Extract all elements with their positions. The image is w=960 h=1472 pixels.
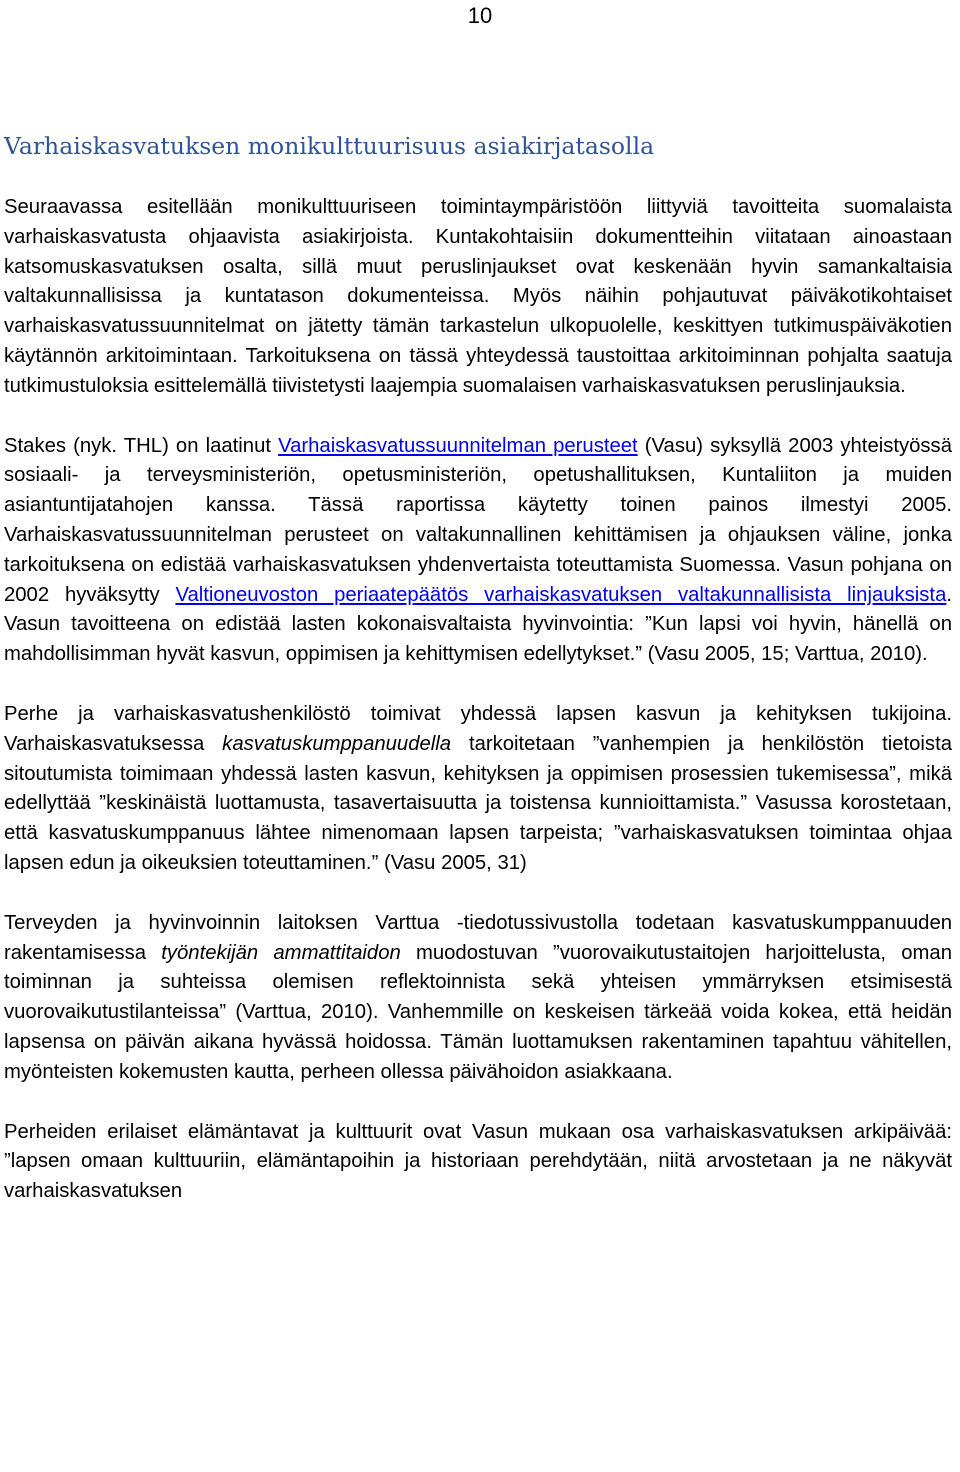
link-varhaiskasvatussuunnitelman-perusteet[interactable]: Varhaiskasvatussuunnitelman perusteet <box>278 434 638 457</box>
text-segment: Terveyden ja hyvinvoinnin laitoksen Varttua -tiedotussivustolla todetaan kasvatuskumppanuuden rakentamisessa <box>4 911 952 964</box>
text-segment: (Vasu) syksyllä 2003 yhteistyössä sosiaali- ja terveysministeriön, opetusministeriön, opetushallituksen, Kuntaliiton ja muiden asiantuntijatahojen kanssa. Tässä raportissa käytetty toinen painos ilmestyi 2005. Varhaiskasvatussuunnitelman perusteet on valtakunnallinen kehittämisen ja ohjauksen väline, jonka tarkoituksena on edistää varhaiskasvatuksen yhdenvertaista toteuttamista Suomessa. Vasun pohjana on 2002 hyväksytty <box>4 434 952 606</box>
text-segment: . Vasun tavoitteena on edistää lasten kokonaisvaltaista hyvinvointia: ”Kun lapsi voi hyvin, hänellä on mahdollisimman hyvät kasvun, oppimisen ja kehittymisen edellytykset.” (Vasu 2005, 15; Varttua, 2010). <box>4 583 952 666</box>
page-number: 10 <box>467 3 493 28</box>
text-segment: Perhe ja varhaiskasvatushenkilöstö toimivat yhdessä lapsen kasvun ja kehityksen tukijoina. Varhaiskasvatuksessa <box>4 702 952 755</box>
paragraph-perheiden: Perheiden erilaiset elämäntavat ja kulttuurit ovat Vasun mukaan osa varhaiskasvatuksen arkipäivää: ”lapsen omaan kulttuuriin, elämäntapoihin ja historiaan perehdytään, niitä arvostetaan ja ne näkyvät varhaiskasvatuksen <box>4 1120 952 1203</box>
section-heading: Varhaiskasvatuksen monikulttuurisuus asiakirjatasolla <box>4 132 655 160</box>
text-segment: tarkoitetaan ”vanhempien ja henkilöstön tietoista sitoutumista toimimaan yhdessä lasten kasvun, kehityksen ja oppimisen prosessien tukemisessa”, mikä edellyttää ”keskinäistä luottamusta, tasavertaisuutta ja toistensa kunnioittamista.” Vasussa korostetaan, että kasvatuskumppanuus lähtee nimenomaan lapsen tarpeista; ”varhaiskasvatuksen toimintaa ohjaa lapsen edun ja oikeuksien toteuttaminen.” (Vasu 2005, 31) <box>4 732 952 874</box>
emphasis-tyontekijan-ammattitaidon: työntekijän ammattitaidon <box>161 941 401 964</box>
text-segment: Stakes (nyk. THL) on laatinut <box>4 434 279 457</box>
paragraph-kasvatuskumppanuus <box>4 700 952 879</box>
text-segment: muodostuvan ”vuorovaikutustaitojen harjoittelusta, oman toiminnan ja suhteissa olemisen reflektoinnista sekä yhteisen ymmärryksen etsimisestä vuorovaikutustilanteissa” (Varttua, 2010). Vanhemmille on keskeisen tärkeää voida kokea, että heidän lapsensa on päivän aikana hyvässä hoidossa. Tämän luottamuksen rakentaminen tapahtuu vähitellen, myönteisten kokemusten kautta, perheen ollessa päivähoidon asiakkaana. <box>4 941 952 1083</box>
paragraph-intro: Seuraavassa esitellään monikulttuuriseen toimintaympäristöön liittyviä tavoitteita suomalaista varhaiskasvatusta ohjaavista asiakirjoista. Kuntakohtaisiin dokumentteihin viitataan ainoastaan katsomuskasvatuksen osalta, sillä muut peruslinjaukset ovat keskenään hyvin samankaltaisia valtakunnallisissa ja kuntatason dokumenteissa. Myös näihin pohjautuvat päiväkotikohtaiset varhaiskasvatussuunnitelmat on jätetty tämän tarkastelun ulkopuolelle, keskittyen tutkimuspäiväkotien käytännön arkitoimintaan. Tarkoituksena on tässä yhteydessä taustoittaa arkitoiminnan pohjalta saatuja tutkimustuloksia esittelemällä tiivistetysti laajempia suomalaisen varhaiskasvatuksen peruslinjauksia. <box>4 196 952 397</box>
paragraph-vasu <box>4 432 952 670</box>
document-body <box>4 193 952 1207</box>
link-valtioneuvoston-periaatepaatos[interactable]: Valtioneuvoston periaatepäätös varhaiskasvatuksen valtakunnallisista linjauksista <box>175 583 947 606</box>
emphasis-kasvatuskumppanuudella: kasvatuskumppanuudella <box>222 732 452 755</box>
paragraph-varttua <box>4 909 952 1088</box>
